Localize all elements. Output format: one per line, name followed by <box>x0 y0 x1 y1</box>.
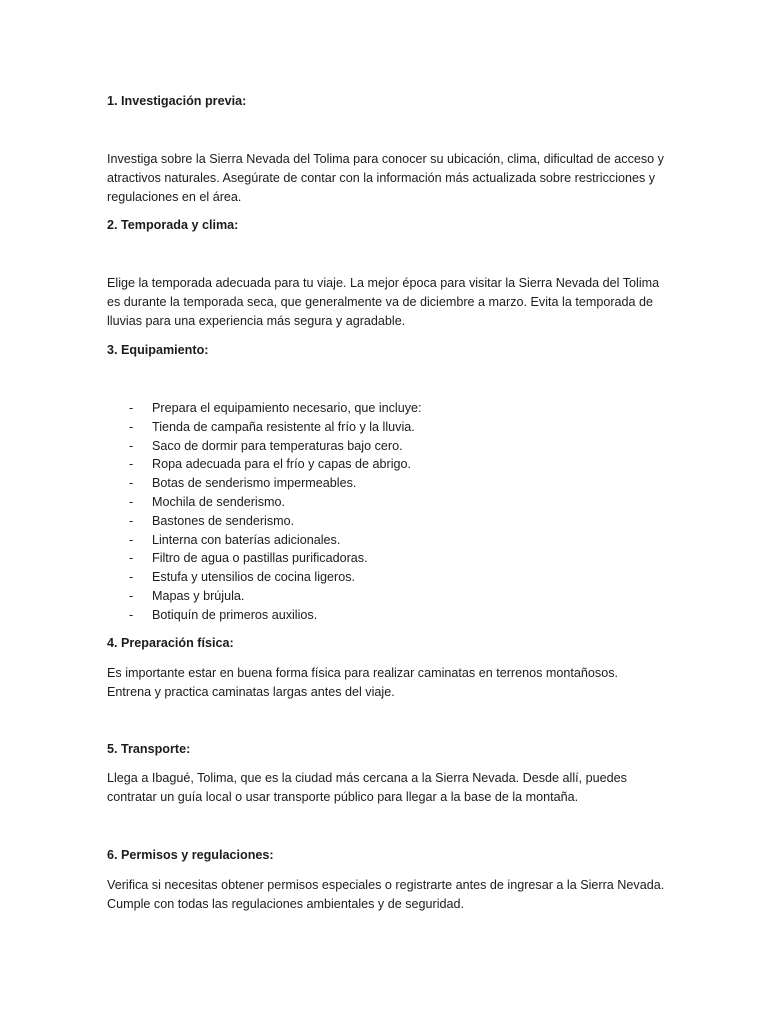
section-2-heading: 2. Temporada y clima: <box>107 218 239 232</box>
list-item <box>107 568 422 587</box>
section-5-paragraph <box>107 769 707 807</box>
section-1-heading: 1. Investigación previa: <box>107 94 247 108</box>
paragraph-line: Investiga sobre la Sierra Nevada del Tolima para conocer su ubicación, clima, dificultad de acceso y <box>107 152 664 166</box>
paragraph-line: es durante la temporada seca, que generalmente va de diciembre a marzo. Evita la temporada de <box>107 295 654 309</box>
list-item-text: Tienda de campaña resistente al frío y la lluvia. <box>152 419 415 434</box>
list-item-text: Botiquín de primeros auxilios. <box>152 607 318 622</box>
list-bullet: - <box>129 419 134 434</box>
section-6-heading: 6. Permisos y regulaciones: <box>107 848 274 862</box>
section-4-heading: 4. Preparación física: <box>107 636 234 650</box>
paragraph-line: contratar un guía local o usar transporte público para llegar a la base de la montaña. <box>107 790 579 804</box>
paragraph-line: regulaciones en el área. <box>107 190 242 204</box>
list-bullet: - <box>129 570 134 585</box>
list-bullet: - <box>129 607 134 622</box>
list-item <box>107 493 422 512</box>
list-item <box>107 399 422 418</box>
list-item-text: Saco de dormir para temperaturas bajo cero. <box>152 438 403 453</box>
list-bullet: - <box>129 457 134 472</box>
list-item-text: Filtro de agua o pastillas purificadoras. <box>152 551 368 566</box>
section-6-paragraph <box>107 876 707 914</box>
paragraph-line: Cumple con todas las regulaciones ambientales y de seguridad. <box>107 897 465 911</box>
list-item <box>107 549 422 568</box>
list-item-text: Ropa adecuada para el frío y capas de abrigo. <box>152 457 412 472</box>
list-bullet: - <box>129 588 134 603</box>
list-item <box>107 474 422 493</box>
list-item-text: Linterna con baterías adicionales. <box>152 532 341 547</box>
paragraph-line: Entrena y practica caminatas largas antes del viaje. <box>107 685 395 699</box>
list-bullet: - <box>129 476 134 491</box>
paragraph-line: Es importante estar en buena forma física para realizar caminatas en terrenos montañosos. <box>107 666 619 680</box>
list-item <box>107 455 422 474</box>
list-bullet: - <box>129 401 134 415</box>
list-item-text: Prepara el equipamiento necesario, que incluye: <box>152 401 422 415</box>
section-4-paragraph <box>107 664 707 702</box>
list-item <box>107 606 422 625</box>
paragraph-line: atractivos naturales. Asegúrate de contar con la información más actualizada sobre restricciones y <box>107 171 656 185</box>
list-item <box>107 587 422 606</box>
paragraph-line: Verifica si necesitas obtener permisos especiales o registrarte antes de ingresar a la Sierra Nevada. <box>107 878 665 892</box>
paragraph-line: Llega a Ibagué, Tolima, que es la ciudad más cercana a la Sierra Nevada. Desde allí, puedes <box>107 771 627 785</box>
section-3-heading: 3. Equipamiento: <box>107 343 209 357</box>
list-item-text: Mochila de senderismo. <box>152 494 285 509</box>
equipment-list <box>107 399 422 625</box>
list-item-text: Botas de senderismo impermeables. <box>152 476 357 491</box>
list-bullet: - <box>129 532 134 547</box>
list-item <box>107 437 422 456</box>
list-item-text: Bastones de senderismo. <box>152 513 295 528</box>
list-item-text: Mapas y brújula. <box>152 588 245 603</box>
list-bullet: - <box>129 494 134 509</box>
section-2-paragraph <box>107 274 707 331</box>
section-1-paragraph <box>107 150 707 207</box>
list-bullet: - <box>129 513 134 528</box>
paragraph-line: Elige la temporada adecuada para tu viaje. La mejor época para visitar la Sierra Nevada del Tolima <box>107 276 660 290</box>
list-item <box>107 418 422 437</box>
paragraph-line: lluvias para una experiencia más segura y agradable. <box>107 314 406 328</box>
list-item-text: Estufa y utensilios de cocina ligeros. <box>152 570 356 585</box>
list-bullet: - <box>129 551 134 566</box>
list-bullet: - <box>129 438 134 453</box>
list-item <box>107 512 422 531</box>
list-item <box>107 531 422 550</box>
section-5-heading: 5. Transporte: <box>107 742 191 756</box>
